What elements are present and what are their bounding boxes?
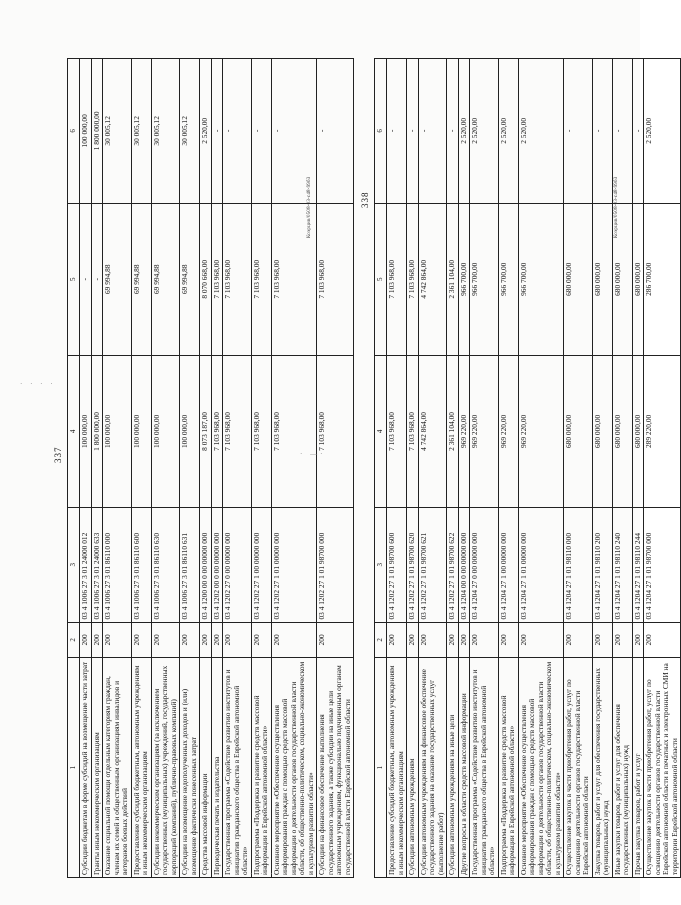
column-header: 6	[68, 59, 80, 204]
row-name: Предоставление субсидий бюджетным, автономным учреждениям и иным некоммерческим организациям	[131, 658, 151, 878]
row-amount-executed: 7 103 968,00	[271, 203, 317, 355]
row-name: Основное мероприятие «Обеспечение осуществления информирования граждан с помощью средств массовой информации о деятельности органов государственной власти области, об общественно-политическом, социально-экономическом и культурном развитии области»	[518, 658, 564, 878]
row-name: Подпрограмма «Поддержка и развитие средств массовой информации в Еврейской автономной области»	[251, 658, 271, 878]
row-classification-code: 03 4 1204 27 1 01 98700 000	[644, 507, 681, 622]
row-classification-code: 03 4 1204 27 1 01 98110 244	[632, 507, 644, 622]
table-row	[458, 59, 470, 878]
table-row	[251, 59, 271, 878]
row-amount-plan: 7 103 968,00	[251, 355, 271, 507]
row-amount-executed: -	[91, 203, 103, 355]
row-amount-executed: 69 994,88	[103, 203, 132, 355]
table-row	[317, 59, 354, 878]
row-name: Оказание социальной помощи отдельным категориям граждан, членам их семей и общественным организациям инвалидов и ветеранов боевых действий	[103, 658, 132, 878]
row-amount-executed: 680 000,00	[592, 203, 612, 355]
table-header-row	[68, 59, 80, 878]
page-footer: Коэрцив/0508-03-с48-99б3	[307, 176, 312, 238]
table-row	[80, 59, 92, 878]
row-amount-executed: 286 700,00	[644, 203, 681, 355]
column-header: 1	[68, 658, 80, 878]
table-row	[632, 59, 644, 878]
row-code: 200	[91, 622, 103, 658]
column-header: 3	[375, 507, 387, 622]
row-amount-remaining: -	[407, 59, 419, 204]
row-amount-plan: 969 220,00	[518, 355, 564, 507]
table-row	[470, 59, 499, 878]
row-amount-executed: 7 103 968,00	[251, 203, 271, 355]
table-row	[592, 59, 612, 878]
row-code: 200	[592, 622, 612, 658]
row-amount-remaining: -	[447, 59, 459, 204]
row-amount-executed: 69 994,88	[151, 203, 180, 355]
table-row	[447, 59, 459, 878]
row-name: Закупка товаров, работ и услуг для обеспечения государственных (муниципальных) нужд	[592, 658, 612, 878]
row-classification-code: 03 4 1202 27 1 01 98700 600	[387, 507, 407, 622]
row-amount-executed: 2 361 104,00	[447, 203, 459, 355]
page-footer: Коэрцив/0508-03-с48-99б3	[614, 176, 619, 238]
row-amount-remaining: 30 005,12	[180, 59, 200, 204]
row-amount-remaining: -	[211, 59, 223, 204]
row-name: Субсидии автономным учреждениям на иные цели	[447, 658, 459, 878]
row-name: Государственная программа «Содействие развитию институтов и инициатив гражданского общества в Еврейской автономной области»	[223, 658, 252, 878]
row-code: 200	[564, 622, 593, 658]
row-classification-code: 03 4 1202 27 1 01 98700 621	[418, 507, 447, 622]
row-amount-remaining: 100 000,00	[80, 59, 92, 204]
row-classification-code: 03 4 1202 27 1 01 00000 000	[271, 507, 317, 622]
row-name: Гранты иным некоммерческим организациям	[91, 658, 103, 878]
row-amount-remaining: 2 520,00	[518, 59, 564, 204]
row-name: Субсидии бюджетам в форме субсидий на возмещение части затрат	[80, 658, 92, 878]
row-classification-code: 03 4 1202 00 0 00 00000 000	[211, 507, 223, 622]
row-amount-remaining: 2 520,00	[470, 59, 499, 204]
table-row	[103, 59, 132, 878]
row-amount-plan: 100 000,00	[151, 355, 180, 507]
row-code: 200	[632, 622, 644, 658]
column-header: 1	[375, 658, 387, 878]
row-name: Подпрограмма «Поддержка и развитие средств массовой информации в Еврейской автономной области»	[498, 658, 518, 878]
row-amount-executed: 4 742 864,00	[418, 203, 447, 355]
row-classification-code: 03 4 1204 27 1 01 98110 240	[612, 507, 632, 622]
row-amount-remaining: -	[418, 59, 447, 204]
row-code: 200	[223, 622, 252, 658]
row-classification-code: 03 4 1006 27 3 01 86110 631	[180, 507, 200, 622]
row-amount-plan: 680 000,00	[612, 355, 632, 507]
table-row	[131, 59, 151, 878]
row-amount-executed: 8 070 668,00	[200, 203, 212, 355]
page-number: 338	[360, 191, 370, 208]
row-classification-code: 03 4 1204 27 0 00 00000 000	[470, 507, 499, 622]
row-classification-code: 03 4 1202 27 1 01 98700 622	[447, 507, 459, 622]
row-name: Субсидии на финансовое обеспечение выполнения государственного задания, а также субсидии на иные цели автономным учреждениям, функционально подчиненным органам государственной власти Еврейской автономной области	[317, 658, 354, 878]
row-name: Субсидии на возмещение недополученных доходов и (или) возмещение фактически понесенных затрат	[180, 658, 200, 878]
row-amount-remaining: -	[271, 59, 317, 204]
row-amount-remaining: 2 520,00	[458, 59, 470, 204]
row-amount-plan: 969 220,00	[458, 355, 470, 507]
row-name: Государственная программа «Содействие развитию институтов и инициатив гражданского общества в Еврейской автономной области»	[470, 658, 499, 878]
scan-center-mark: · —·	[300, 450, 326, 458]
row-classification-code: 03 4 1006 27 3 01 86110 600	[131, 507, 151, 622]
row-code: 200	[418, 622, 447, 658]
column-header: 5	[375, 203, 387, 355]
row-code: 200	[458, 622, 470, 658]
table-row	[564, 59, 593, 878]
row-classification-code: 03 4 1204 00 0 00 00000 000	[458, 507, 470, 622]
row-name: Субсидии автономным учреждениям на финансовое обеспечение государственного задания на оказание государственных услуг (выполнение работ)	[418, 658, 447, 878]
row-code: 200	[612, 622, 632, 658]
row-code: 200	[447, 622, 459, 658]
row-name: Субсидии автономным учреждениям	[407, 658, 419, 878]
row-classification-code: 03 4 1204 27 1 01 98110 000	[564, 507, 593, 622]
row-classification-code: 03 4 1202 27 1 00 00000 000	[251, 507, 271, 622]
row-classification-code: 03 4 1204 27 1 01 98110 200	[592, 507, 612, 622]
column-header: 6	[375, 59, 387, 204]
table-header-row	[375, 59, 387, 878]
row-amount-plan: 100 000,00	[80, 355, 92, 507]
row-amount-plan: 969 220,00	[470, 355, 499, 507]
row-amount-plan: 8 073 187,00	[200, 355, 212, 507]
row-code: 200	[498, 622, 518, 658]
table-row	[180, 59, 200, 878]
row-amount-executed: 69 994,88	[131, 203, 151, 355]
row-amount-plan: 7 103 968,00	[317, 355, 354, 507]
row-name: Основное мероприятие «Обеспечение осуществления информирования граждан с помощью средств массовой информации о деятельности органов государственной власти области, об общественно-политическом, социально-экономическом и культурном развитии области»	[271, 658, 317, 878]
row-amount-plan: 100 000,00	[180, 355, 200, 507]
row-amount-executed: 7 103 968,00	[407, 203, 419, 355]
row-name: Средства массовой информации	[200, 658, 212, 878]
row-amount-plan: 7 103 968,00	[211, 355, 223, 507]
row-amount-remaining: 1 800 000,00	[91, 59, 103, 204]
row-amount-executed: -	[80, 203, 92, 355]
row-code: 200	[271, 622, 317, 658]
row-classification-code: 03 4 1202 27 1 01 98700 000	[317, 507, 354, 622]
row-amount-executed: 680 000,00	[612, 203, 632, 355]
row-code: 200	[180, 622, 200, 658]
row-classification-code: 03 4 1006 27 3 01 24000 633	[91, 507, 103, 622]
row-amount-plan: 7 103 968,00	[223, 355, 252, 507]
row-name: Периодическая печать и издательства	[211, 658, 223, 878]
column-header: 4	[375, 355, 387, 507]
table-row	[418, 59, 447, 878]
row-classification-code: 03 4 1202 27 1 01 98700 620	[407, 507, 419, 622]
row-amount-plan: 100 000,00	[131, 355, 151, 507]
row-amount-remaining: 30 005,12	[151, 59, 180, 204]
column-header: 2	[68, 622, 80, 658]
row-code: 200	[151, 622, 180, 658]
row-code: 200	[644, 622, 681, 658]
row-amount-executed: 966 700,00	[458, 203, 470, 355]
row-amount-remaining: -	[251, 59, 271, 204]
row-classification-code: 03 4 1006 27 3 01 86110 000	[103, 507, 132, 622]
row-amount-remaining: 30 005,12	[131, 59, 151, 204]
table-row	[211, 59, 223, 878]
column-header: 2	[375, 622, 387, 658]
table-row	[151, 59, 180, 878]
scan-dots-bottom: · · ·	[250, 870, 276, 878]
row-code: 200	[80, 622, 92, 658]
row-amount-plan: 680 000,00	[592, 355, 612, 507]
row-amount-plan: 2 361 104,00	[447, 355, 459, 507]
scan-dots-left: · · · ·	[20, 380, 56, 388]
row-amount-plan: 680 000,00	[564, 355, 593, 507]
row-amount-remaining: -	[223, 59, 252, 204]
row-amount-remaining: 2 520,00	[200, 59, 212, 204]
budget-table-right	[374, 58, 681, 878]
row-amount-executed: 966 700,00	[498, 203, 518, 355]
table-row	[200, 59, 212, 878]
row-amount-executed: 966 700,00	[470, 203, 499, 355]
table-row	[223, 59, 252, 878]
row-code: 200	[211, 622, 223, 658]
row-amount-plan: 4 742 864,00	[418, 355, 447, 507]
row-amount-executed: 680 000,00	[632, 203, 644, 355]
row-classification-code: 03 4 1204 27 1 01 00000 000	[518, 507, 564, 622]
row-amount-executed: 680 000,00	[564, 203, 593, 355]
row-name: Осуществление закупок в части приобретения работ, услуг по освещению деятельности органов государственной власти Еврейской автономной области	[564, 658, 593, 878]
row-amount-plan: 100 000,00	[103, 355, 132, 507]
row-amount-remaining: -	[612, 59, 632, 204]
row-amount-remaining: 2 520,00	[644, 59, 681, 204]
column-header: 5	[68, 203, 80, 355]
row-code: 200	[407, 622, 419, 658]
row-code: 200	[200, 622, 212, 658]
row-amount-remaining: 2 520,00	[498, 59, 518, 204]
row-amount-plan: 7 103 968,00	[271, 355, 317, 507]
row-amount-plan: 1 800 000,00	[91, 355, 103, 507]
row-amount-plan: 7 103 968,00	[407, 355, 419, 507]
row-name: Другие вопросы в области средств массовой информации	[458, 658, 470, 878]
row-amount-executed: 7 103 968,00	[223, 203, 252, 355]
table-row	[498, 59, 518, 878]
row-code: 200	[103, 622, 132, 658]
table-body	[375, 59, 681, 878]
row-code: 200	[131, 622, 151, 658]
row-name: Иные закупки товаров, работ и услуг для обеспечения государственных (муниципальных) нужд	[612, 658, 632, 878]
table-row	[644, 59, 681, 878]
row-amount-remaining: -	[387, 59, 407, 204]
row-code: 200	[317, 622, 354, 658]
row-amount-plan: 680 000,00	[632, 355, 644, 507]
row-amount-remaining: -	[564, 59, 593, 204]
page-number: 337	[53, 446, 63, 463]
row-classification-code: 03 4 1006 27 3 01 86110 630	[151, 507, 180, 622]
row-code: 200	[387, 622, 407, 658]
row-classification-code: 03 4 1200 00 0 00 00000 000	[200, 507, 212, 622]
row-amount-remaining: -	[592, 59, 612, 204]
column-header: 4	[68, 355, 80, 507]
row-amount-plan: 289 220,00	[644, 355, 681, 507]
row-amount-plan: 969 220,00	[498, 355, 518, 507]
row-amount-remaining: -	[317, 59, 354, 204]
row-code: 200	[470, 622, 499, 658]
table-row	[91, 59, 103, 878]
row-name: Осуществление закупок в части приобретения работ, услуг по освещению деятельности органов государственной власти Еврейской автономной области в печатных и электронных СМИ на территории Еврейской автономной области	[644, 658, 681, 878]
row-code: 200	[518, 622, 564, 658]
row-amount-executed: 966 700,00	[518, 203, 564, 355]
row-amount-executed: 7 103 968,00	[211, 203, 223, 355]
row-name: Предоставление субсидий бюджетным, автономным учреждениям и иным некоммерческим организациям	[387, 658, 407, 878]
row-code: 200	[251, 622, 271, 658]
row-classification-code: 03 4 1202 27 0 00 00000 000	[223, 507, 252, 622]
row-amount-executed: 69 994,88	[180, 203, 200, 355]
row-classification-code: 03 4 1006 27 3 01 24000 012	[80, 507, 92, 622]
row-classification-code: 03 4 1204 27 1 00 00000 000	[498, 507, 518, 622]
table-row	[518, 59, 564, 878]
row-name: Субсидии некоммерческим организациям (за исключением государственных (муниципальных) учреждений, государственных корпораций (компаний), публично-правовых компаний)	[151, 658, 180, 878]
table-row	[407, 59, 419, 878]
row-amount-remaining: 30 005,12	[103, 59, 132, 204]
row-amount-remaining: -	[632, 59, 644, 204]
column-header: 3	[68, 507, 80, 622]
table-row	[387, 59, 407, 878]
row-amount-executed: 7 103 968,00	[387, 203, 407, 355]
row-amount-executed: 7 103 968,00	[317, 203, 354, 355]
row-amount-plan: 7 103 968,00	[387, 355, 407, 507]
row-name: Прочая закупка товаров, работ и услуг	[632, 658, 644, 878]
